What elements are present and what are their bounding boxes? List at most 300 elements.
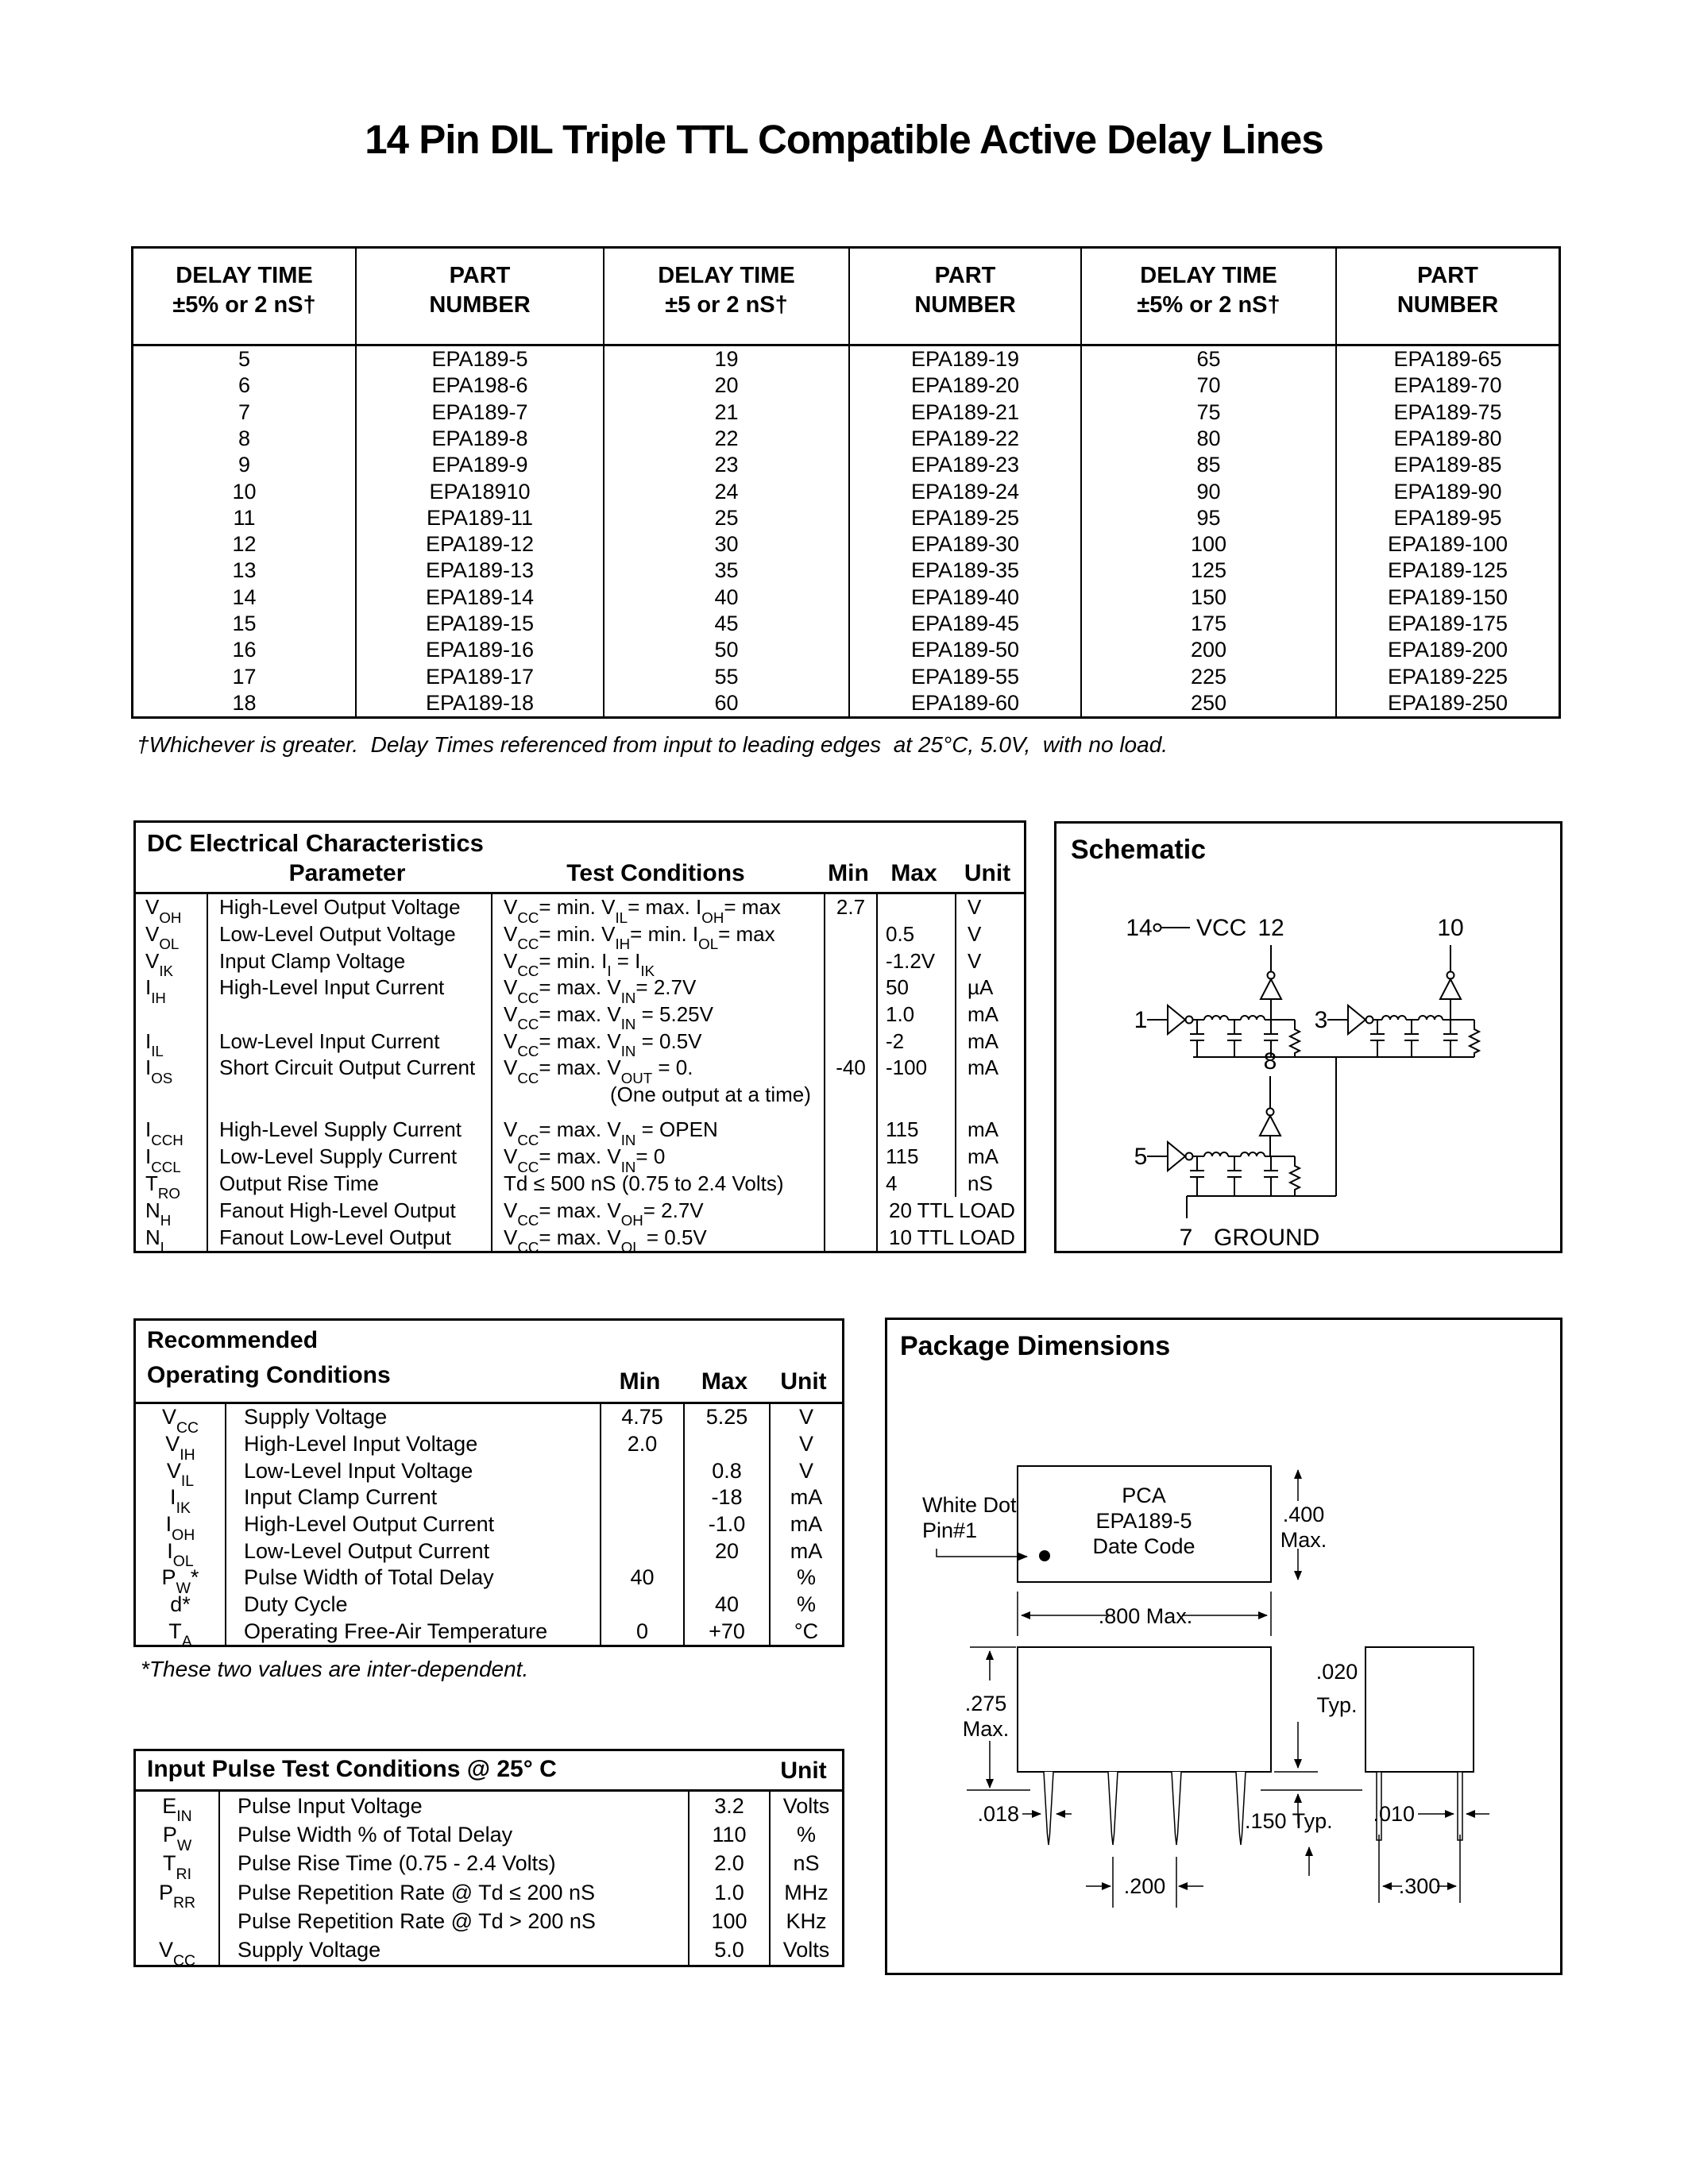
input-pulse-row [136, 1907, 842, 1935]
recommended-table-row [136, 1404, 842, 1431]
part-number-cell: EPA189-23 [849, 452, 1081, 478]
part-number-cell: EPA189-40 [849, 585, 1081, 611]
recommended-table-row [136, 1618, 842, 1645]
pin5-label: 5 [1134, 1144, 1148, 1170]
min-cell [601, 1484, 684, 1511]
delay-time-cell: 40 [604, 585, 849, 611]
unit-cell: mA [968, 1117, 999, 1142]
min-cell: 40 [601, 1565, 684, 1592]
min-cell: -40 [825, 1055, 877, 1082]
recommended-table-row [136, 1592, 842, 1619]
unit-cell: KHz [786, 1908, 827, 1933]
part-number-cell: EPA189-55 [849, 663, 1081, 689]
unit-cell: mA [968, 1002, 999, 1027]
delay-time-cell: 60 [604, 690, 849, 716]
part-number-cell: EPA189-17 [356, 663, 604, 689]
min-cell [825, 1028, 877, 1055]
package-drawing [887, 1320, 1560, 1973]
output-buffer-pin12 [1261, 945, 1281, 1020]
delay-table-row [133, 637, 1559, 663]
part-number-cell: EPA18910 [356, 478, 604, 504]
col-header-part-1: PART NUMBER [356, 249, 604, 345]
pin7-label: 7 [1179, 1225, 1193, 1251]
conditions-cell: (One output at a time) [492, 1082, 825, 1109]
output-buffer-pin8 [1260, 1076, 1280, 1156]
delay-section-3 [1147, 1142, 1300, 1196]
parameter-cell: High-Level Output Voltage [207, 894, 492, 921]
max-cell [877, 894, 956, 921]
max-cell: 40 [684, 1592, 770, 1619]
min-cell [601, 1538, 684, 1565]
inductor-icon [1382, 1016, 1406, 1020]
capacitor-icon [1264, 1156, 1278, 1196]
dc-table-row [136, 1144, 1024, 1171]
resistor-icon [1290, 1020, 1300, 1057]
symbol-cell: $V_{IL}$ [136, 1457, 226, 1484]
delay-time-cell: 11 [133, 505, 356, 531]
chip-marking-line3: Date Code [1092, 1534, 1196, 1558]
delay-time-cell: 45 [604, 611, 849, 637]
input-pulse-title: Input Pulse Test Conditions @ 25° C [147, 1756, 557, 1782]
pin-icon [1172, 1772, 1181, 1845]
pin-icon [1044, 1772, 1053, 1845]
dc-table-row [136, 894, 1024, 921]
inverter-icon [1168, 1005, 1185, 1034]
dim-400-max-label: Max. [1280, 1528, 1327, 1552]
unit-cell: °C [794, 1619, 819, 1643]
delay-table-row [133, 426, 1559, 452]
delay-time-cell: 8 [133, 426, 356, 452]
min-cell [825, 1197, 877, 1224]
parameter-cell: Pulse Width of Total Delay [226, 1565, 601, 1592]
delay-table-row [133, 478, 1559, 504]
input-pulse-table [133, 1749, 844, 1970]
max-cell: 115 [877, 1144, 956, 1171]
recommended-table-row [136, 1538, 842, 1565]
schematic-panel [1054, 821, 1562, 1253]
inductor-icon [1241, 1016, 1265, 1020]
delay-time-cell: 95 [1081, 505, 1336, 531]
delay-table-row [133, 505, 1559, 531]
conditions-cell: $V_{CC}= \min$. $V_{IL}= \max$. $I_{OH}= \max$ [492, 894, 825, 921]
recommended-table-header [136, 1321, 842, 1404]
part-number-cell: EPA189-65 [1393, 347, 1502, 372]
dim-275-label: .275 [964, 1692, 1007, 1715]
value-cell: 5.0 [689, 1936, 770, 1965]
symbol-cell: $P_{RR}$ [136, 1878, 219, 1907]
unit-cell: nS [793, 1851, 820, 1876]
part-number-cell: EPA189-30 [849, 531, 1081, 558]
unit-cell: mA [968, 1028, 999, 1053]
delay-time-cell: 9 [133, 452, 356, 478]
page-title: 14 Pin DIL Triple TTL Compatible Active Delay Lines [365, 117, 1323, 162]
max-cell: 10 TTL LOAD [889, 1225, 1015, 1249]
parameter-cell: Low-Level Output Voltage [207, 921, 492, 948]
unit-cell: mA [790, 1485, 823, 1510]
dc-table-row [136, 1028, 1024, 1055]
symbol-cell: $V_{OL}$ [136, 921, 207, 948]
parameter-cell: High-Level Supply Current [207, 1109, 492, 1144]
part-number-cell: EPA189-11 [356, 505, 604, 531]
conditions-cell: $V_{CC}= \max$. $V_{OH}= 2.7V$ [492, 1197, 825, 1224]
part-number-cell: EPA189-13 [356, 558, 604, 584]
parameter-cell: High-Level Input Voltage [226, 1431, 601, 1458]
delay-table-row [133, 345, 1559, 373]
conditions-cell: $V_{CC}= \min$. $I_I = I_{IK}$ [492, 947, 825, 974]
recommended-title-line2: Operating Conditions [147, 1362, 391, 1388]
max-cell: 5.25 [684, 1404, 770, 1431]
dc-table-row [136, 1224, 1024, 1251]
input-pulse-row [136, 1878, 842, 1907]
value-cell: 2.0 [689, 1850, 770, 1878]
symbol-cell: $T_{RI}$ [136, 1850, 219, 1878]
max-cell: 20 [684, 1538, 770, 1565]
unit-cell: mA [790, 1511, 823, 1536]
parameter-cell: Operating Free-Air Temperature [226, 1618, 601, 1645]
col-header-min: Min [619, 1368, 661, 1395]
parameter-cell: Low-Level Input Voltage [226, 1457, 601, 1484]
min-cell [601, 1511, 684, 1538]
parameter-cell: Supply Voltage [226, 1404, 601, 1431]
parameter-cell: Pulse Repetition Rate @ Td > 200 nS [219, 1907, 689, 1935]
symbol-cell: $I_{CCH}$ [136, 1109, 207, 1144]
parameter-cell: Short Circuit Output Current [207, 1055, 492, 1082]
recommended-conditions-table [133, 1318, 844, 1651]
pin-icon [1458, 1772, 1462, 1840]
unit-cell: V [798, 1458, 813, 1483]
recommended-title-line1: Recommended [147, 1327, 319, 1353]
recommended-table-row [136, 1511, 842, 1538]
max-cell: -2 [877, 1028, 956, 1055]
delay-time-cell: 24 [604, 478, 849, 504]
part-number-cell: EPA198-6 [356, 372, 604, 399]
dim-400-label: .400 [1282, 1503, 1325, 1526]
delay-time-cell: 100 [1081, 531, 1336, 558]
dc-table-row [136, 1082, 1024, 1109]
symbol-cell: $P_W$ [136, 1820, 219, 1849]
unit-cell: V [968, 922, 982, 947]
capacitor-icon [1190, 1020, 1204, 1057]
delay-time-cell: 5 [133, 345, 356, 373]
dc-table-row [136, 974, 1024, 1001]
max-cell [684, 1431, 770, 1458]
part-number-cell: EPA189-21 [849, 399, 1081, 426]
max-cell: 20 TTL LOAD [889, 1198, 1015, 1222]
delay-time-cell: 22 [604, 426, 849, 452]
delay-time-cell: 200 [1081, 637, 1336, 663]
delay-time-cell: 55 [604, 663, 849, 689]
delay-time-cell: 13 [133, 558, 356, 584]
min-cell [825, 1224, 877, 1251]
delay-time-cell: 125 [1081, 558, 1336, 584]
recommended-table-row [136, 1565, 842, 1592]
max-cell: 50 [877, 974, 956, 1001]
value-cell: 1.0 [689, 1878, 770, 1907]
parameter-cell: Input Clamp Voltage [207, 947, 492, 974]
delay-table-row [133, 663, 1559, 689]
symbol-cell: $V_{IH}$ [136, 1431, 226, 1458]
vcc-pin [1154, 924, 1191, 932]
conditions-cell: $V_{CC}= \max$. $V_{OL} = 0.5V$ [492, 1224, 825, 1251]
unit-cell: µA [968, 975, 994, 1000]
delay-table-footnote: †Whichever is greater. Delay Times referenced from input to leading edges at 25°C, 5.0V, with no load. [137, 732, 1168, 757]
dc-table-row [136, 1109, 1024, 1144]
delay-part-table [131, 246, 1561, 719]
min-cell [825, 947, 877, 974]
recommended-table-row [136, 1484, 842, 1511]
part-number-cell: EPA189-85 [1393, 453, 1502, 477]
dc-table-row [136, 947, 1024, 974]
col-header-delay-3: DELAY TIME ±5% or 2 nS† [1081, 249, 1336, 345]
dim-800-label: .800 Max. [1098, 1604, 1193, 1628]
unit-cell [956, 1082, 1024, 1109]
dim-275-max-label: Max. [962, 1717, 1010, 1741]
pin1-label: 1 [1134, 1007, 1148, 1033]
col-header-delay-2: DELAY TIME ±5 or 2 nS† [604, 249, 849, 345]
part-number-cell: EPA189-80 [1393, 426, 1502, 450]
min-cell [825, 1082, 877, 1109]
delay-time-cell: 16 [133, 637, 356, 663]
delay-time-cell: 150 [1081, 585, 1336, 611]
min-cell [601, 1592, 684, 1619]
recommended-footnote: *These two values are inter-dependent. [141, 1657, 529, 1681]
unit-cell: Volts [782, 1938, 830, 1962]
min-cell [825, 1144, 877, 1171]
input-pulse-row [136, 1936, 842, 1965]
delay-time-cell: 15 [133, 611, 356, 637]
symbol-cell: $I_{OH}$ [136, 1511, 226, 1538]
parameter-cell: Fanout High-Level Output [207, 1197, 492, 1224]
symbol-cell: $I_{OL}$ [136, 1538, 226, 1565]
inverter-icon [1348, 1005, 1365, 1034]
parameter-cell: Pulse Width % of Total Delay [219, 1820, 689, 1849]
capacitor-icon [1227, 1020, 1242, 1057]
max-cell: 4 [877, 1171, 956, 1198]
dim-020-label: .020 [1315, 1660, 1358, 1684]
max-cell [684, 1565, 770, 1592]
capacitor-icon [1404, 1020, 1419, 1057]
part-number-cell: EPA189-90 [1393, 479, 1502, 504]
symbol-cell: $T_A$ [136, 1618, 226, 1645]
delay-table-row [133, 531, 1559, 558]
parameter-cell: Output Rise Time [207, 1171, 492, 1198]
col-header-unit: Unit [964, 860, 1011, 886]
symbol-cell [136, 1001, 207, 1028]
delay-time-cell: 17 [133, 663, 356, 689]
resistor-icon [1290, 1156, 1300, 1196]
unit-cell: V [968, 948, 982, 973]
col-header-unit: Unit [780, 1368, 827, 1395]
unit-cell: % [796, 1565, 816, 1590]
delay-table-row [133, 372, 1559, 399]
recommended-table-row [136, 1431, 842, 1458]
conditions-cell: $V_{CC}= \max$. $V_{IN}= 2.7V$ [492, 974, 825, 1001]
inductor-icon [1204, 1152, 1228, 1156]
ground-label: GROUND [1214, 1225, 1320, 1251]
delay-table-row [133, 399, 1559, 426]
delay-time-cell: 6 [133, 372, 356, 399]
delay-time-cell: 65 [1081, 345, 1336, 373]
unit-cell: MHz [784, 1880, 829, 1904]
col-header-unit: Unit [780, 1758, 827, 1784]
white-dot-label-line1: White Dot [922, 1493, 1017, 1517]
min-cell: 4.75 [601, 1404, 684, 1431]
delay-time-cell: 7 [133, 399, 356, 426]
dc-table-row [136, 1001, 1024, 1028]
symbol-cell: $N_L$ [136, 1224, 207, 1251]
delay-time-cell: 10 [133, 478, 356, 504]
part-number-cell: EPA189-70 [1393, 373, 1502, 398]
max-cell: 0.5 [877, 921, 956, 948]
symbol-cell: $P_W*$ [136, 1565, 226, 1592]
part-number-cell: EPA189-175 [1387, 611, 1508, 635]
part-number-cell: EPA189-22 [849, 426, 1081, 452]
parameter-cell [207, 1001, 492, 1028]
delay-table-row [133, 452, 1559, 478]
max-cell: -1.0 [684, 1511, 770, 1538]
delay-time-cell: 50 [604, 637, 849, 663]
value-cell: 3.2 [689, 1792, 770, 1820]
part-number-cell: EPA189-100 [1387, 532, 1508, 557]
delay-time-cell: 225 [1081, 663, 1336, 689]
symbol-cell: $I_{OS}$ [136, 1055, 207, 1082]
white-dot [1039, 1550, 1050, 1561]
dim-018-label: .018 [977, 1802, 1019, 1826]
delay-time-cell: 80 [1081, 426, 1336, 452]
delay-table-row [133, 585, 1559, 611]
max-cell: -1.2V [877, 947, 956, 974]
dim-020 [1261, 1722, 1362, 1823]
min-cell [825, 1109, 877, 1144]
dc-table-header [136, 823, 1024, 894]
delay-time-cell: 25 [604, 505, 849, 531]
delay-time-cell: 12 [133, 531, 356, 558]
min-cell: 2.7 [825, 894, 877, 921]
col-header-part-2: PART NUMBER [849, 249, 1081, 345]
part-number-cell: EPA189-14 [356, 585, 604, 611]
dim-200-label: .200 [1123, 1874, 1166, 1898]
package-end-view [1365, 1647, 1474, 1772]
symbol-cell: $I_{IK}$ [136, 1484, 226, 1511]
part-number-cell: EPA189-25 [849, 505, 1081, 531]
part-number-cell: EPA189-8 [356, 426, 604, 452]
min-cell [601, 1457, 684, 1484]
chip-marking-line1: PCA [1122, 1484, 1166, 1507]
delay-time-cell: 75 [1081, 399, 1336, 426]
part-number-cell: EPA189-95 [1393, 505, 1502, 530]
max-cell: -18 [684, 1484, 770, 1511]
min-cell [825, 1171, 877, 1198]
inverter-icon [1168, 1142, 1185, 1171]
dc-table-row [136, 1055, 1024, 1082]
part-number-cell: EPA189-50 [849, 637, 1081, 663]
pin12-label: 12 [1257, 915, 1284, 941]
chip-marking-line2: EPA189-5 [1095, 1509, 1192, 1533]
conditions-cell: $V_{CC}= \max$. $V_{IN} = 0.5V$ [492, 1028, 825, 1055]
part-number-cell: EPA189-9 [356, 452, 604, 478]
pin3-label: 3 [1314, 1007, 1328, 1033]
max-cell: 1.0 [877, 1001, 956, 1028]
symbol-cell: $V_{CC}$ [136, 1404, 226, 1431]
inductor-icon [1241, 1152, 1265, 1156]
conditions-cell: $V_{CC}= \min$. $V_{IH}= \min$. $I_{OL}= \max$ [492, 921, 825, 948]
min-cell: 0 [601, 1618, 684, 1645]
part-number-cell: EPA189-75 [1393, 399, 1502, 424]
delay-section-2 [1327, 1005, 1479, 1057]
part-number-cell: EPA189-45 [849, 611, 1081, 637]
pin-icon [1236, 1772, 1246, 1845]
parameter-cell: Low-Level Output Current [226, 1538, 601, 1565]
symbol-cell: $V_{OH}$ [136, 894, 207, 921]
part-number-cell: EPA189-225 [1387, 664, 1508, 689]
input-pulse-row [136, 1850, 842, 1878]
unit-cell: mA [968, 1144, 999, 1169]
col-header-part-3: PART NUMBER [1336, 249, 1559, 345]
conditions-cell: $V_{CC}= \max$. $V_{OUT} = 0$. [492, 1055, 825, 1082]
dim-010-label: .010 [1373, 1802, 1415, 1826]
parameter-cell: Pulse Input Voltage [219, 1792, 689, 1820]
unit-cell: Volts [782, 1793, 830, 1818]
dc-table-title: DC Electrical Characteristics [147, 829, 484, 857]
capacitor-icon [1190, 1156, 1204, 1196]
delay-table-row [133, 611, 1559, 637]
delay-time-cell: 23 [604, 452, 849, 478]
delay-time-cell: 20 [604, 372, 849, 399]
col-header-min: Min [828, 860, 869, 886]
schematic-drawing [1056, 824, 1560, 1251]
parameter-cell [207, 1082, 492, 1109]
unit-cell: V [798, 1431, 813, 1456]
parameter-cell: Input Clamp Current [226, 1484, 601, 1511]
max-cell: 0.8 [684, 1457, 770, 1484]
col-header-parameter: Parameter [288, 860, 406, 886]
conditions-cell: $V_{CC}= \max$. $V_{IN}= 0$ [492, 1144, 825, 1171]
part-number-cell: EPA189-24 [849, 478, 1081, 504]
delay-time-cell: 90 [1081, 478, 1336, 504]
recommended-table-row [136, 1457, 842, 1484]
dim-150-label: .150 Typ. [1245, 1809, 1333, 1833]
pin10-label: 10 [1437, 915, 1464, 941]
delay-time-cell: 21 [604, 399, 849, 426]
parameter-cell: High-Level Output Current [226, 1511, 601, 1538]
dc-table-row [136, 921, 1024, 948]
part-number-cell: EPA189-15 [356, 611, 604, 637]
input-pulse-row [136, 1820, 842, 1849]
dim-020-typ-label: Typ. [1316, 1693, 1358, 1717]
parameter-cell: Pulse Repetition Rate @ Td ≤ 200 nS [219, 1878, 689, 1907]
part-number-cell: EPA189-20 [849, 372, 1081, 399]
conditions-cell: $V_{CC}= \max$. $V_{IN} = 5.25V$ [492, 1001, 825, 1028]
vcc-label: VCC [1196, 915, 1247, 941]
max-cell: -100 [877, 1055, 956, 1082]
unit-cell: V [968, 895, 982, 920]
symbol-cell: $N_H$ [136, 1197, 207, 1224]
min-cell: 2.0 [601, 1431, 684, 1458]
symbol-cell: $E_{IN}$ [136, 1792, 219, 1820]
symbol-cell: $V_{IK}$ [136, 947, 207, 974]
delay-time-cell: 70 [1081, 372, 1336, 399]
value-cell: 100 [689, 1907, 770, 1935]
part-number-cell: EPA189-5 [356, 345, 604, 373]
part-number-cell: EPA189-18 [356, 690, 604, 716]
dc-characteristics-table [133, 820, 1026, 1256]
input-pulse-header [136, 1751, 842, 1792]
dim-300-label: .300 [1398, 1874, 1441, 1898]
max-cell [877, 1082, 956, 1109]
inductor-icon [1419, 1016, 1443, 1020]
conditions-cell: $V_{CC}= \max$. $V_{IN}$ = OPEN [492, 1109, 825, 1144]
unit-cell: % [796, 1592, 816, 1616]
